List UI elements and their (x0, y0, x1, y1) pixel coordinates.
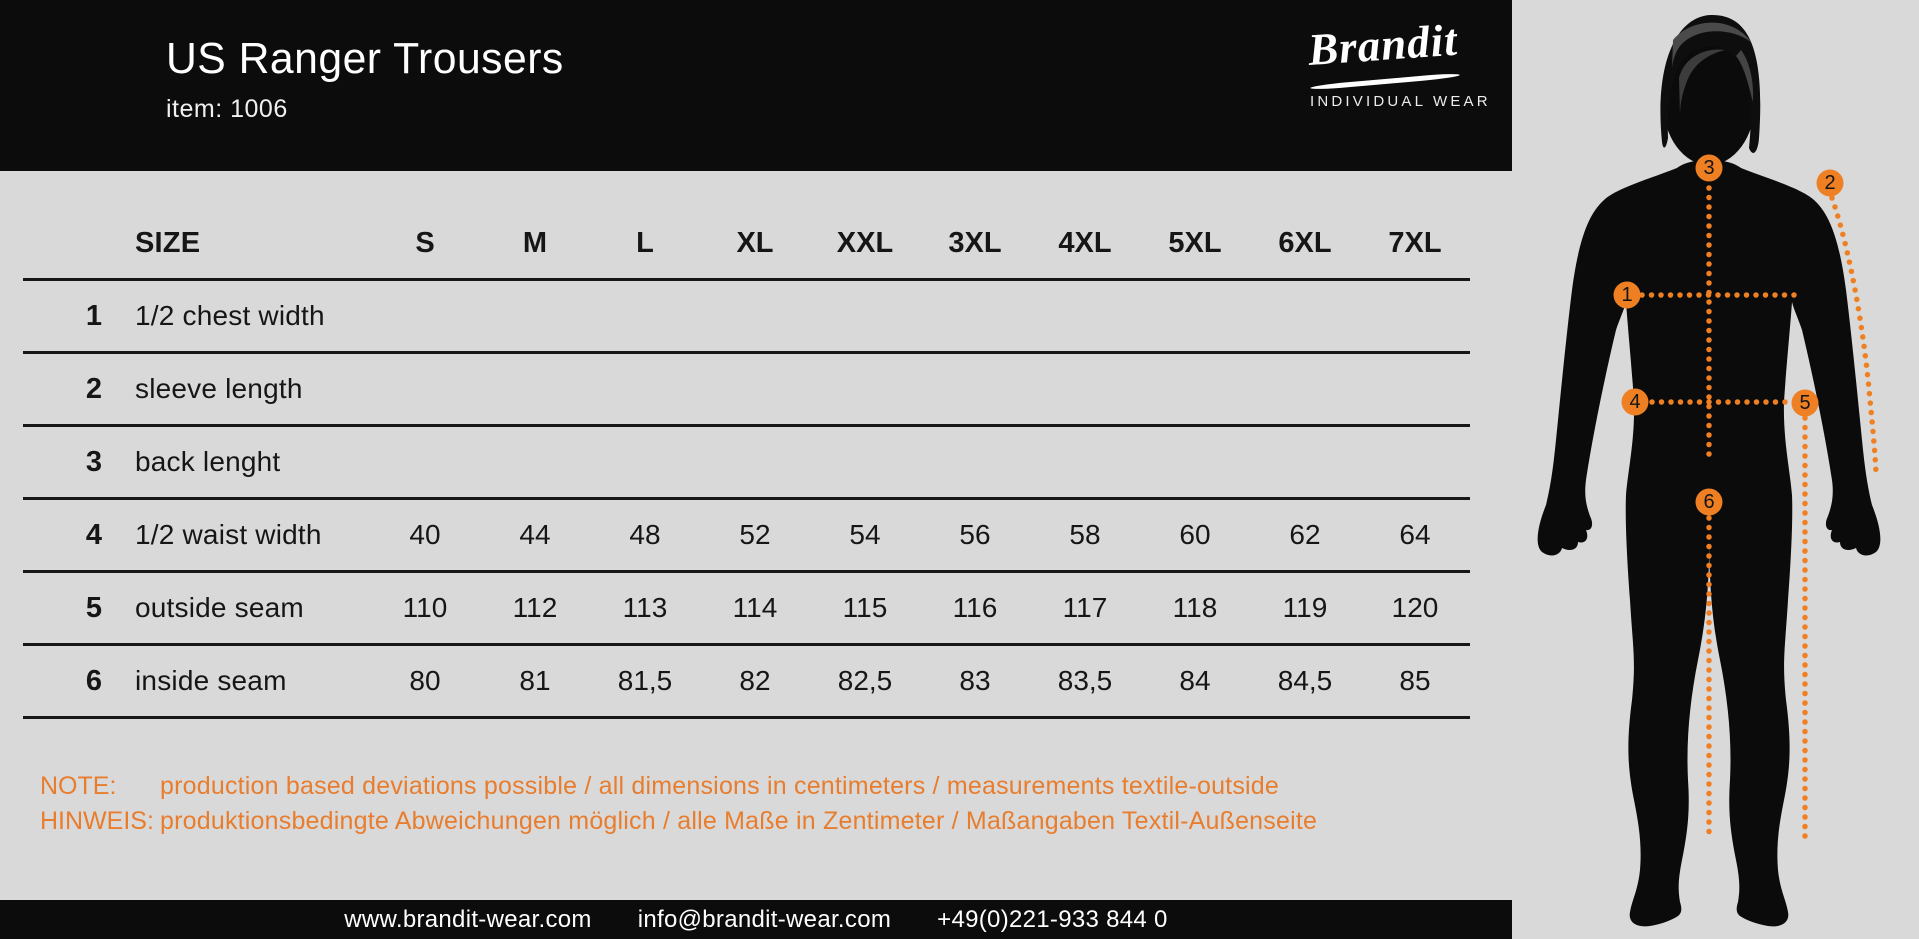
size-header-cell: 3XL (948, 226, 1002, 259)
value-cell: 48 (629, 519, 661, 550)
value-cell: 81 (519, 665, 551, 696)
size-header-cell: XXL (836, 226, 894, 259)
value-cell: 82,5 (837, 665, 893, 696)
header-titles (166, 34, 576, 124)
measurement-figure-panel (1512, 0, 1919, 939)
brand-tagline: INDIVIDUAL WEAR (1310, 93, 1491, 110)
value-cell: 44 (519, 519, 551, 550)
note-text-de: produktionsbedingte Abweichungen möglich / alle Maße in Zentimeter / Maßangaben Textil-Außenseite (160, 807, 1318, 835)
table-row (23, 573, 1470, 646)
marker-2-badge (1817, 170, 1844, 197)
marker-4-badge (1622, 389, 1649, 416)
table-header-row (23, 208, 1470, 281)
note-row-en (40, 769, 1317, 804)
footer-email-link[interactable]: info@brandit-wear.com (637, 905, 892, 933)
note-label-de: HINWEIS: (40, 807, 154, 835)
row-label: back lenght (135, 446, 281, 477)
row-number: 3 (85, 445, 103, 478)
row-label: outside seam (135, 592, 304, 623)
size-header-cell: XL (736, 226, 774, 259)
marker-6-badge (1696, 489, 1723, 516)
brand-logo (1306, 14, 1491, 110)
marker-1-badge (1614, 282, 1641, 309)
size-column-header: SIZE (135, 226, 201, 259)
table-row (23, 500, 1470, 573)
footer-bar (0, 900, 1512, 939)
value-cell: 82 (739, 665, 771, 696)
size-header-cell: 5XL (1168, 226, 1222, 259)
table-row (23, 354, 1470, 427)
row-number: 5 (85, 591, 103, 624)
table-row (23, 281, 1470, 354)
value-cell: 112 (512, 592, 558, 623)
value-cell: 114 (732, 592, 778, 623)
row-label: sleeve length (135, 373, 303, 404)
item-number: item: 1006 (166, 95, 288, 123)
value-cell: 119 (1282, 592, 1328, 623)
marker-3-number: 3 (1703, 157, 1715, 179)
value-cell: 54 (849, 519, 881, 550)
size-header-cell: 6XL (1278, 226, 1332, 259)
size-header-cell: 4XL (1058, 226, 1112, 259)
body-silhouette-svg (1512, 0, 1919, 939)
value-cell: 84,5 (1277, 665, 1333, 696)
table-row (23, 646, 1470, 719)
value-cell: 40 (409, 519, 441, 550)
table-row (23, 427, 1470, 500)
brand-logo-underline (1310, 72, 1460, 90)
value-cell: 110 (402, 592, 448, 623)
value-cell: 80 (409, 665, 441, 696)
row-number: 6 (85, 664, 103, 697)
size-header-cell: 7XL (1388, 226, 1442, 259)
marker-6-number: 6 (1703, 491, 1715, 513)
row-label: inside seam (135, 665, 287, 696)
value-cell: 84 (1179, 665, 1211, 696)
value-cell: 115 (842, 592, 888, 623)
marker-3-badge (1696, 155, 1723, 182)
value-cell: 64 (1399, 519, 1431, 550)
page-title: US Ranger Trousers (166, 34, 564, 83)
size-header-cell: S (415, 226, 435, 259)
note-row-de (40, 804, 1317, 839)
marker-4-number: 4 (1629, 391, 1641, 413)
value-cell: 85 (1399, 665, 1431, 696)
row-number: 2 (85, 372, 103, 405)
value-cell: 52 (739, 519, 771, 550)
header-bar (0, 0, 1512, 171)
footer-website-link[interactable]: www.brandit-wear.com (344, 905, 592, 933)
value-cell: 113 (622, 592, 668, 623)
value-cell: 60 (1179, 519, 1211, 550)
notes-block (40, 769, 1317, 839)
value-cell: 58 (1069, 519, 1101, 550)
value-cell: 120 (1391, 592, 1439, 623)
size-header-cell: L (636, 226, 654, 259)
marker-5-badge (1792, 390, 1819, 417)
row-label: 1/2 chest width (135, 300, 325, 331)
value-cell: 118 (1172, 592, 1218, 623)
value-cell: 56 (959, 519, 991, 550)
row-number: 4 (85, 518, 103, 551)
marker-2-number: 2 (1824, 172, 1836, 194)
size-table (23, 208, 1470, 719)
marker-1-number: 1 (1621, 284, 1633, 306)
value-cell: 83 (959, 665, 991, 696)
marker-5-number: 5 (1799, 392, 1811, 414)
row-number: 1 (85, 299, 103, 332)
row-label: 1/2 waist width (135, 519, 322, 550)
note-label-en: NOTE: (40, 772, 117, 800)
footer-phone[interactable]: +49(0)221-933 844 0 (937, 905, 1168, 933)
value-cell: 81,5 (617, 665, 673, 696)
brand-logo-script: Brandit (1306, 14, 1460, 76)
size-header-cell: M (522, 226, 548, 259)
value-cell: 83,5 (1057, 665, 1113, 696)
value-cell: 116 (952, 592, 998, 623)
value-cell: 117 (1062, 592, 1108, 623)
value-cell: 62 (1289, 519, 1321, 550)
note-text-en: production based deviations possible / all dimensions in centimeters / measurements textile-outside (160, 772, 1279, 800)
